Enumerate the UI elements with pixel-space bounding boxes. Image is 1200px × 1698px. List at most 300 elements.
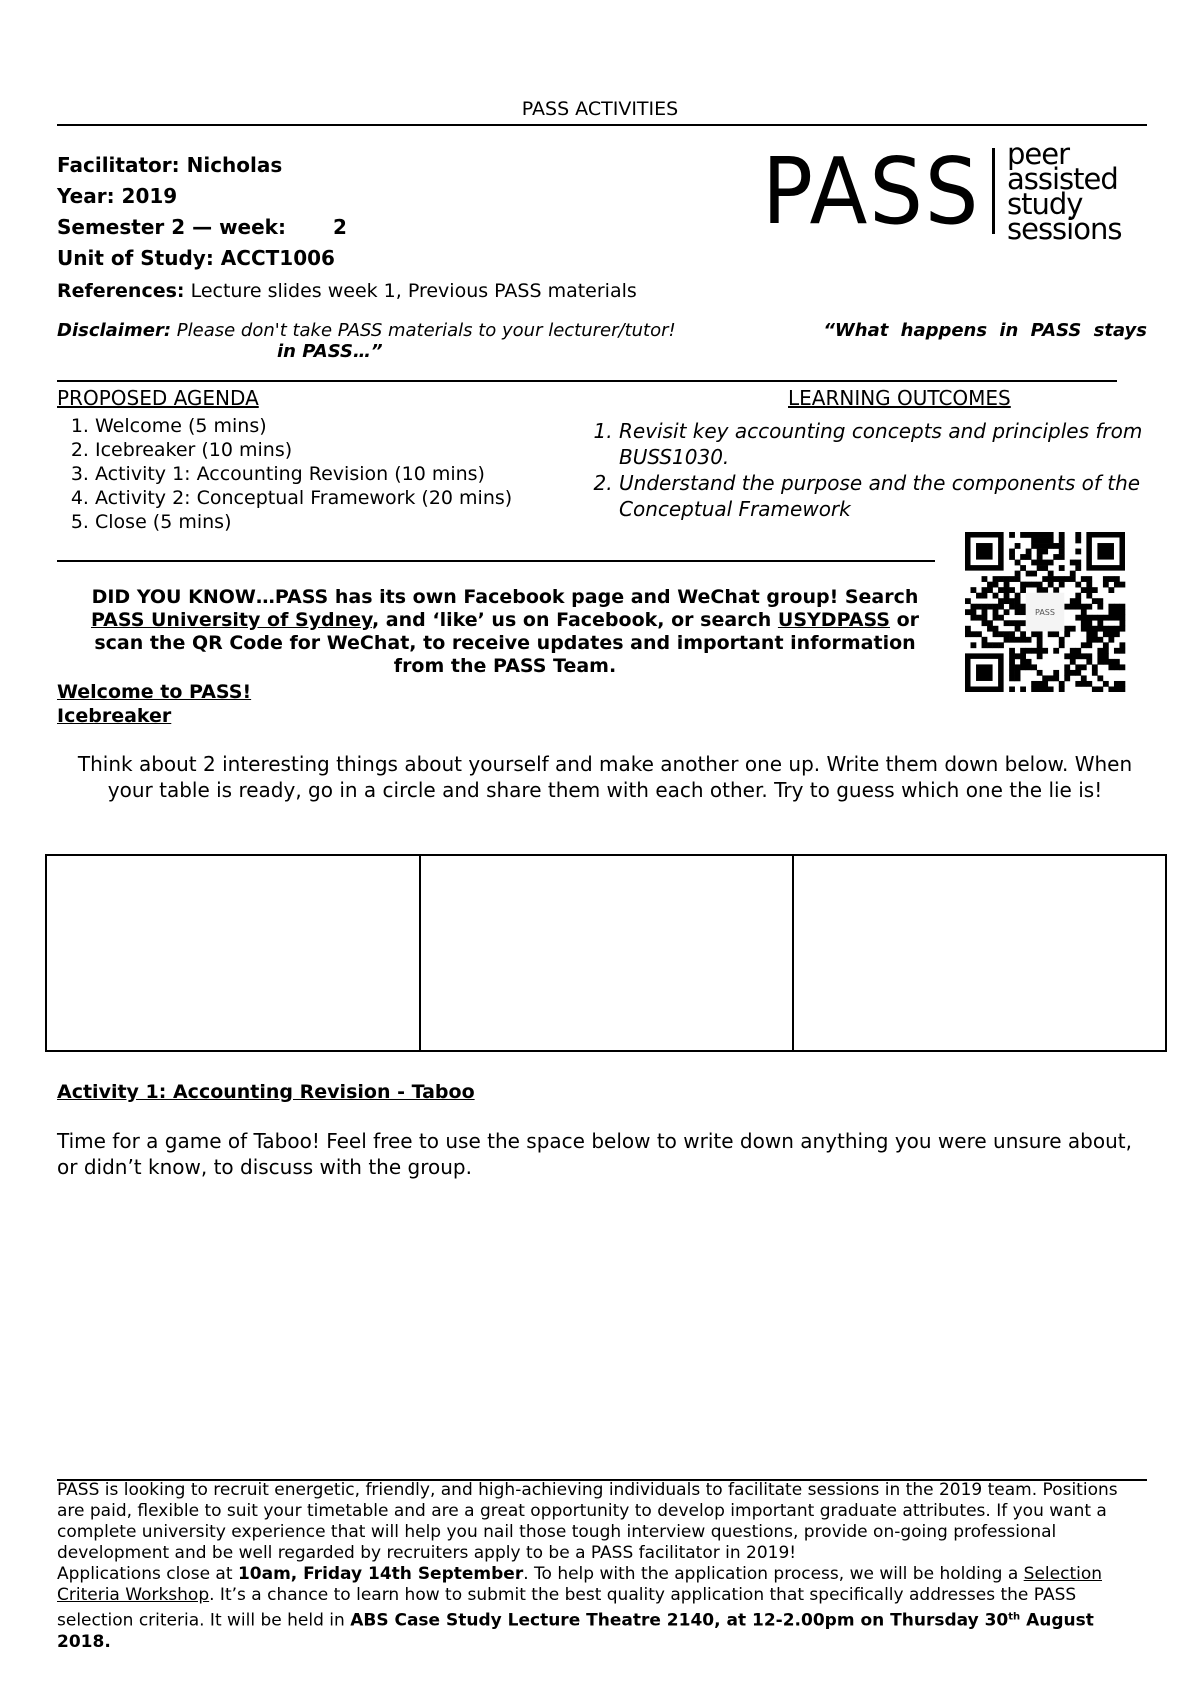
qr-module [1042, 565, 1048, 571]
qr-module [982, 587, 988, 593]
qr-module [982, 637, 988, 643]
qr-module [1031, 538, 1037, 544]
qr-module [1119, 604, 1125, 610]
qr-module [1048, 582, 1054, 588]
qr-module [1081, 653, 1087, 659]
qr-module [982, 615, 988, 621]
qr-module [1097, 653, 1103, 659]
qr-module [1081, 664, 1087, 670]
qr-module [1037, 587, 1043, 593]
year-value: 2019 [121, 184, 178, 208]
qr-module [1015, 664, 1021, 670]
qr-module [1086, 576, 1092, 582]
qr-module [1103, 659, 1109, 665]
qr-module [1075, 664, 1081, 670]
qr-module [1037, 631, 1043, 637]
qr-module [1015, 670, 1021, 676]
qr-module [1070, 598, 1076, 604]
qr-module [1097, 659, 1103, 665]
qr-module [1119, 681, 1125, 687]
qr-module [1075, 549, 1081, 555]
qr-module [1009, 554, 1015, 560]
qr-module [982, 576, 988, 582]
qr-module [1097, 686, 1103, 692]
agenda-list [57, 414, 512, 534]
qr-module [1086, 582, 1092, 588]
qr-module [1048, 631, 1054, 637]
qr-module [1048, 686, 1054, 692]
qr-module [987, 582, 993, 588]
qr-module [998, 604, 1004, 610]
qr-module [1086, 681, 1092, 687]
page-title: PASS ACTIVITIES [521, 98, 679, 120]
icebreaker-heading: Icebreaker [57, 705, 172, 727]
qr-module [1031, 560, 1037, 566]
qr-module [1009, 598, 1015, 604]
qr-module [1053, 587, 1059, 593]
qr-module [1092, 598, 1098, 604]
qr-module [1086, 587, 1092, 593]
qr-module [976, 593, 982, 599]
qr-module [1103, 653, 1109, 659]
qr-module [971, 587, 977, 593]
qr-module [1004, 576, 1010, 582]
qr-module [1009, 587, 1015, 593]
qr-module [1119, 626, 1125, 632]
qr-module [1081, 604, 1087, 610]
qr-module [1009, 664, 1015, 670]
qr-module [1015, 576, 1021, 582]
qr-module [987, 642, 993, 648]
qr-module [982, 642, 988, 648]
dyk-text-3: or scan the QR Code for WeChat, to receive updates and important information from the PASS Team. [94, 609, 920, 677]
qr-module [1108, 659, 1114, 665]
qr-module [1053, 648, 1059, 654]
qr-module [982, 620, 988, 626]
qr-module [1075, 593, 1081, 599]
agenda-item: 3. Activity 1: Accounting Revision (10 mins) [95, 462, 512, 486]
qr-module [965, 631, 971, 637]
outcomes-heading: LEARNING OUTCOMES [788, 386, 1011, 410]
qr-module [1103, 615, 1109, 621]
qr-module [1075, 604, 1081, 610]
qr-module [1004, 598, 1010, 604]
qr-module [1070, 626, 1076, 632]
qr-module [971, 642, 977, 648]
qr-module [1070, 670, 1076, 676]
qr-module [1119, 686, 1125, 692]
qr-module [1004, 620, 1010, 626]
qr-module [1015, 593, 1021, 599]
qr-module [982, 593, 988, 599]
qr-module [1004, 593, 1010, 599]
qr-module [1114, 664, 1120, 670]
disclaimer-label: Disclaimer: [57, 320, 172, 341]
qr-module [1042, 686, 1048, 692]
qr-module [1037, 538, 1043, 544]
qr-module [1031, 686, 1037, 692]
qr-module [1059, 576, 1065, 582]
qr-module [1070, 560, 1076, 566]
agenda-item: 2. Icebreaker (10 mins) [95, 438, 512, 462]
qr-module [1031, 532, 1037, 538]
qr-module [1114, 686, 1120, 692]
qr-module [1053, 554, 1059, 560]
qr-module [998, 631, 1004, 637]
qr-module [1114, 626, 1120, 632]
qr-module [1103, 681, 1109, 687]
qr-module [1081, 587, 1087, 593]
qr-module [1108, 604, 1114, 610]
agenda-item: 5. Close (5 mins) [95, 510, 512, 534]
qr-module [1031, 664, 1037, 670]
qr-module [1026, 554, 1032, 560]
qr-module [1114, 648, 1120, 654]
qr-module [1092, 664, 1098, 670]
qr-module [1059, 532, 1065, 538]
qr-module [1075, 565, 1081, 571]
qr-module [1009, 659, 1015, 665]
qr-module [1042, 681, 1048, 687]
qr-module [1108, 631, 1114, 637]
qr-center-text: PASS [1035, 607, 1055, 617]
qr-module [1009, 675, 1015, 681]
outcome-item: 2. Understand the purpose and the components of the Conceptual Framework [619, 470, 1199, 522]
semester-line [57, 215, 347, 239]
qr-module [965, 626, 971, 632]
qr-module [1081, 620, 1087, 626]
year-line [57, 184, 177, 208]
qr-module [1097, 604, 1103, 610]
qr-module [1009, 670, 1015, 676]
qr-module [993, 609, 999, 615]
qr-module [998, 587, 1004, 593]
qr-module [1092, 631, 1098, 637]
qr-module [1086, 620, 1092, 626]
qr-module [1020, 582, 1026, 588]
qr-module [1020, 653, 1026, 659]
qr-code-graphic [955, 532, 1135, 692]
qr-module [1119, 664, 1125, 670]
qr-module [1092, 615, 1098, 621]
qr-module [1037, 648, 1043, 654]
qr-module [1031, 543, 1037, 549]
disclaimer-text: Please don't take PASS materials to your lecturer/tutor! [176, 320, 676, 341]
qr-module [1020, 604, 1026, 610]
facilitator-line [57, 153, 282, 177]
qr-module [1031, 571, 1037, 577]
qr-module [1108, 626, 1114, 632]
icebreaker-text: Think about 2 interesting things about yourself and make another one up. Write them down below. When your table is ready, go in a circle and share them with each other. Try to guess which one the lie is! [77, 752, 1133, 802]
qr-module [1103, 576, 1109, 582]
qr-module [971, 631, 977, 637]
qr-module [1070, 653, 1076, 659]
qr-module [1042, 675, 1048, 681]
qr-module [1004, 582, 1010, 588]
qr-module [1042, 538, 1048, 544]
qr-module [1048, 538, 1054, 544]
qr-module [1031, 681, 1037, 687]
qr-module [1086, 626, 1092, 632]
qr-module [1020, 648, 1026, 654]
semester-label: Semester 2 — week: [57, 215, 286, 239]
qr-module [1092, 587, 1098, 593]
qr-module [1119, 609, 1125, 615]
qr-module [1086, 615, 1092, 621]
qr-module [1020, 637, 1026, 643]
qr-module [1070, 576, 1076, 582]
qr-module [1048, 560, 1054, 566]
qr-module [982, 609, 988, 615]
qr-module [1009, 532, 1015, 538]
references-label: References: [57, 280, 185, 302]
qr-module [1009, 648, 1015, 654]
qr-module [1015, 637, 1021, 643]
qr-module [1097, 615, 1103, 621]
qr-module [1004, 631, 1010, 637]
qr-module [1020, 554, 1026, 560]
qr-module [1086, 631, 1092, 637]
qr-module [1086, 604, 1092, 610]
qr-module [1081, 626, 1087, 632]
facilitator-value: Nicholas [186, 153, 283, 177]
qr-module [1086, 659, 1092, 665]
qr-module [1075, 670, 1081, 676]
qr-module [1075, 681, 1081, 687]
qr-module [1064, 664, 1070, 670]
disclaimer [57, 320, 1147, 362]
references-line [57, 280, 637, 302]
activity1-text: Time for a game of Taboo! Feel free to use the space below to write down anything you were unsure about, or didn’t know, to discuss with the group. [57, 1129, 1132, 1179]
qr-module [965, 609, 971, 615]
references-value: Lecture slides week 1, Previous PASS materials [190, 280, 637, 302]
qr-module [1048, 543, 1054, 549]
qr-module [1009, 631, 1015, 637]
qr-module [1070, 659, 1076, 665]
recruitment-text: PASS is looking to recruit energetic, friendly, and high-achieving individuals to facilitate sessions in the 2019 team. Positions are paid, flexible to suit your timetable and are a great opportunity to develop important graduate attributes. If you want a complete university experience that will help you nail those tough interview questions, provide on-going professional development and be well regarded by recruiters apply to be a PASS facilitator in 2019! [57, 1480, 1118, 1563]
icebreaker-box-2[interactable] [419, 854, 794, 1052]
qr-module [1026, 659, 1032, 665]
qr-module [1059, 637, 1065, 643]
agenda-heading: PROPOSED AGENDA [57, 386, 259, 410]
qr-module [1086, 593, 1092, 599]
qr-module [1004, 637, 1010, 643]
welcome-heading: Welcome to PASS! [57, 681, 252, 703]
title-divider [57, 124, 1147, 126]
qr-module [1042, 587, 1048, 593]
qr-module [976, 631, 982, 637]
facebook-search-link[interactable]: PASS University of Sydney [90, 609, 372, 631]
qr-module [1097, 620, 1103, 626]
qr-module [1097, 675, 1103, 681]
qr-module [1064, 631, 1070, 637]
qr-code-icon [955, 532, 1135, 692]
qr-module [1020, 631, 1026, 637]
agenda-divider [57, 560, 935, 562]
qr-module [1114, 604, 1120, 610]
qr-module [1009, 686, 1015, 692]
application-text: Applications close at 10am, Friday 14th September. To help with the application process, we will be holding a Selection Criteria Workshop. It’s a chance to learn how to submit the best quality application that specifically addresses the PASS selection criteria. It will be held in ABS Case Study Lecture Theatre 2140, at 12-2.00pm on Thursday 30th August 2018. [57, 1564, 1103, 1652]
qr-module [1064, 675, 1070, 681]
qr-module [1009, 637, 1015, 643]
qr-module [1103, 626, 1109, 632]
qr-module [1064, 653, 1070, 659]
agenda-item: 4. Activity 2: Conceptual Framework (20 mins) [95, 486, 512, 510]
qr-module [1037, 686, 1043, 692]
qr-module [1020, 532, 1026, 538]
qr-module [1059, 538, 1065, 544]
facilitator-label: Facilitator: [57, 153, 180, 177]
qr-module [1081, 609, 1087, 615]
qr-module [1015, 653, 1021, 659]
icebreaker-box-3[interactable] [792, 854, 1167, 1052]
disclaimer-quote-1: “What happens in PASS stays [823, 320, 1147, 341]
qr-module [1108, 576, 1114, 582]
qr-module [1031, 631, 1037, 637]
qr-module [1092, 670, 1098, 676]
qr-module [1015, 604, 1021, 610]
qr-finder-inner [976, 543, 993, 560]
qr-module [1026, 549, 1032, 555]
unit-value: ACCT1006 [220, 246, 335, 270]
qr-module [1070, 648, 1076, 654]
qr-module [1020, 659, 1026, 665]
unit-label: Unit of Study: [57, 246, 214, 270]
qr-module [1026, 664, 1032, 670]
icebreaker-box-1[interactable] [45, 854, 421, 1052]
qr-module [993, 642, 999, 648]
qr-module [1086, 637, 1092, 643]
pass-logo [762, 137, 1142, 246]
workshop-link[interactable]: Selection Criteria Workshop [57, 1564, 1103, 1605]
qr-module [1020, 609, 1026, 615]
agenda-item: 1. Welcome (5 mins) [95, 414, 512, 438]
qr-module [1042, 576, 1048, 582]
logo-line-study: study [1007, 187, 1083, 221]
qr-module [1037, 532, 1043, 538]
qr-module [1020, 565, 1026, 571]
qr-module [1026, 571, 1032, 577]
week-value: 2 [332, 215, 347, 239]
qr-module [1009, 604, 1015, 610]
qr-module [1075, 615, 1081, 621]
qr-module [1048, 576, 1054, 582]
qr-module [1070, 604, 1076, 610]
qr-module [1009, 576, 1015, 582]
disclaimer-quote-2: in PASS…” [277, 341, 383, 362]
qr-module [1009, 653, 1015, 659]
qr-module [1086, 653, 1092, 659]
qr-module [993, 631, 999, 637]
qr-module [1108, 686, 1114, 692]
qr-module [1059, 686, 1065, 692]
qr-module [1037, 637, 1043, 643]
qr-module [976, 615, 982, 621]
qr-module [1015, 675, 1021, 681]
qr-module [1081, 675, 1087, 681]
qr-module [1020, 620, 1026, 626]
qr-module [1020, 587, 1026, 593]
qr-module [993, 626, 999, 632]
year-label: Year: [57, 184, 115, 208]
qr-module [1119, 642, 1125, 648]
qr-module [965, 598, 971, 604]
qr-module [1026, 648, 1032, 654]
qr-module [987, 626, 993, 632]
qr-module [1075, 648, 1081, 654]
qr-module [976, 604, 982, 610]
qr-module [1037, 653, 1043, 659]
logo-tagline [1007, 137, 1122, 246]
dyk-text-1: DID YOU KNOW…PASS has its own Facebook page and WeChat group! Search [91, 586, 919, 608]
qr-module [993, 593, 999, 599]
qr-module [971, 615, 977, 621]
activity1-heading: Activity 1: Accounting Revision - Taboo [57, 1081, 475, 1103]
qr-module [1059, 642, 1065, 648]
qr-module [1075, 560, 1081, 566]
qr-module [1020, 664, 1026, 670]
qr-module [1064, 576, 1070, 582]
qr-module [993, 582, 999, 588]
qr-module [1119, 582, 1125, 588]
qr-module [1064, 604, 1070, 610]
qr-module [1081, 681, 1087, 687]
qr-module [1009, 620, 1015, 626]
logo-line-peer: peer [1007, 137, 1070, 171]
did-you-know [70, 586, 940, 678]
qr-module [1037, 565, 1043, 571]
qr-module [1119, 615, 1125, 621]
qr-module [1064, 626, 1070, 632]
qr-module [1097, 626, 1103, 632]
qr-module [1004, 587, 1010, 593]
qr-module [1009, 549, 1015, 555]
qr-module [1031, 648, 1037, 654]
qr-module [1108, 587, 1114, 593]
qr-module [998, 642, 1004, 648]
qr-module [1042, 532, 1048, 538]
qr-module [1114, 681, 1120, 687]
qr-module [1037, 543, 1043, 549]
outcome-item: 1. Revisit key accounting concepts and principles from BUSS1030. [619, 418, 1199, 470]
qr-module [1108, 664, 1114, 670]
qr-module [1070, 571, 1076, 577]
qr-module [1053, 576, 1059, 582]
qr-module [1053, 670, 1059, 676]
qr-module [1042, 543, 1048, 549]
qr-module [1059, 681, 1065, 687]
logo-line-sessions: sessions [1007, 212, 1122, 246]
qr-module [1119, 620, 1125, 626]
qr-module [1004, 609, 1010, 615]
qr-module [1015, 560, 1021, 566]
qr-module [1059, 549, 1065, 555]
qr-module [987, 587, 993, 593]
qr-module [993, 576, 999, 582]
qr-module [1114, 609, 1120, 615]
qr-module [1037, 642, 1043, 648]
qr-module [971, 604, 977, 610]
qr-module [1026, 532, 1032, 538]
qr-module [1015, 620, 1021, 626]
qr-module [993, 604, 999, 610]
wechat-search-link[interactable]: USYDPASS [777, 609, 890, 631]
qr-module [1114, 576, 1120, 582]
qr-module [1108, 615, 1114, 621]
qr-module [1114, 582, 1120, 588]
qr-module [1092, 637, 1098, 643]
qr-module [1075, 582, 1081, 588]
